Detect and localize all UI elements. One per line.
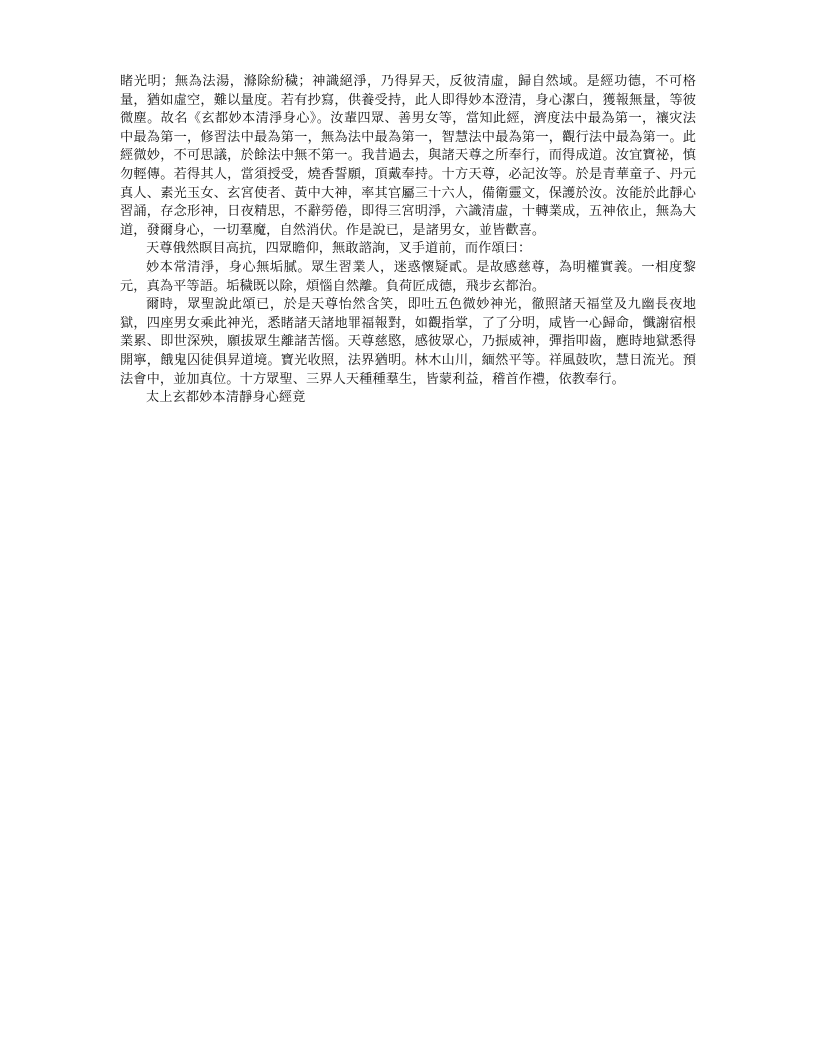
scripture-text-block <box>120 73 696 408</box>
paragraph-divine-light: 爾時，眾聖說此頌已，於是天尊怡然含笑，即吐五色微妙神光，徹照諸天福堂及九幽長夜地獄，四座男女乘此神光，悉睹諸天諸地罪福報對，如觀指掌，了了分明，咸皆一心歸命，懺謝宿根業累、即世深殃，願拔眾生離諸苦惱。天尊慈愍，感彼眾心，乃振威神，彈指叩齒，應時地獄悉得開寧，餓鬼囚徒俱昇道境。寶光收照，法界猶明。林木山川，緬然平等。祥風鼓吹，慧日流光。預法會中，並加真位。十方眾聖、三界人天種種羣生，皆蒙利益，稽首作禮，依教奉行。 <box>120 297 696 387</box>
scripture-closing-title: 太上玄都妙本清靜身心經竟 <box>146 390 306 406</box>
paragraph-merit-of-scripture: 睹光明；無為法湯，滌除紛穢；神識絕淨，乃得昇天，反彼清虛，歸自然域。是經功德，不可格量，猶如虛空，難以量度。若有抄寫，供養受持，此人即得妙本澄清，身心潔白，獲報無量，等彼微塵。故名《玄都妙本清淨身心》。汝輩四眾、善男女等，當知此經，濟度法中最為第一，禳灾法中最為第一，修習法中最為第一，無為法中最為第一，智慧法中最為第一，觀行法中最為第一。此經微妙，不可思議，於餘法中無不第一。我昔過去，與諸天尊之所奉行，而得成道。汝宜寶祕，慎勿輕傳。若得其人，當須授受，燒香誓願，頂戴奉持。十方天尊，必記汝等。於是青華童子、丹元真人、素光玉女、玄宮使者、黃中大神，率其官屬三十六人，備衛靈文，保護於汝。汝能於此靜心習誦，存念形神，日夜精思，不辭勞倦，即得三宮明淨，六識清虛，十轉業成，五神依止，無為大道，發爾身心，一切羣魔，自然消伏。作是說已，是諸男女，並皆歡喜。 <box>120 74 696 238</box>
paragraph-hymn-verse: 妙本常清淨，身心無垢膩。眾生習業人，迷惑懷疑貳。是故感慈尊，為明權實義。一相度黎元，真為平等語。垢穢既以除，煩惱自然離。負荷匠成德，飛步玄都治。 <box>120 259 696 294</box>
paragraph-hymn-intro: 天尊俄然瞑目高抗，四眾瞻仰，無敢諮詢，叉手道前，而作頌曰： <box>146 241 532 257</box>
